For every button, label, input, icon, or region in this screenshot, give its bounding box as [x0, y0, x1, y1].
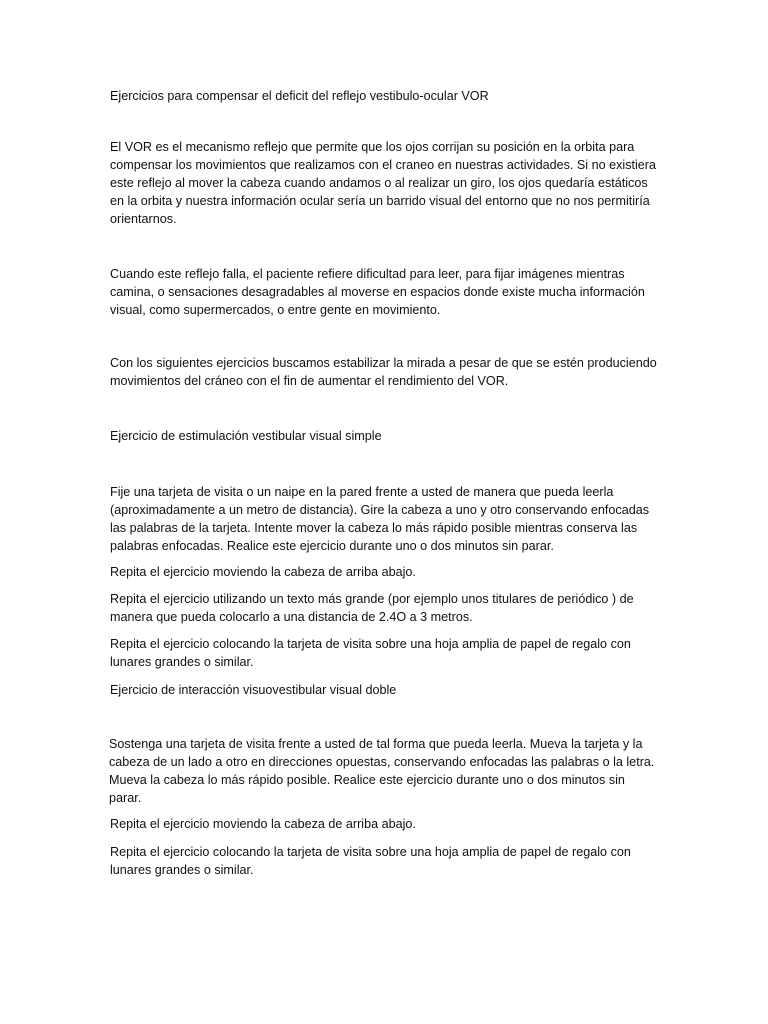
paragraph-double-repeat-vertical: Repita el ejercicio moviendo la cabeza de arriba abajo.	[110, 817, 416, 831]
paragraph-double-repeat-wrapping-paper: Repita el ejercicio colocando la tarjeta de visita sobre una hoja amplia de papel de regalo con lunares grandes o similar.	[110, 845, 631, 877]
paragraph-reflex-failure: Cuando este reflejo falla, el paciente refiere dificultad para leer, para fijar imágenes mientras camina, o sensaciones desagradables al moverse en espacios donde existe mucha información visual, como supermercados, o entre gente en movimiento.	[110, 267, 645, 317]
paragraph-simple-repeat-large-text: Repita el ejercicio utilizando un texto más grande (por ejemplo unos titulares de periódico ) de manera que pueda colocarlo a una distancia de 2.4O a 3 metros.	[110, 592, 634, 624]
section-heading-simple: Ejercicio de estimulación vestibular visual simple	[110, 429, 382, 443]
section-heading-double: Ejercicio de interacción visuovestibular visual doble	[110, 683, 397, 697]
paragraph-simple-repeat-wrapping-paper: Repita el ejercicio colocando la tarjeta de visita sobre una hoja amplia de papel de regalo con lunares grandes o similar.	[110, 637, 631, 669]
paragraph-simple-instructions: Fije una tarjeta de visita o un naipe en la pared frente a usted de manera que pueda leerla (aproximadamente a un metro de distancia). Gire la cabeza a uno y otro conservando enfocadas las palabras de la tarjeta. Intente mover la cabeza lo más rápido posible mientras conserva las palabras enfocadas. Realice este ejercicio durante uno o dos minutos sin parar.	[110, 485, 650, 553]
paragraph-exercise-goal: Con los siguientes ejercicios buscamos estabilizar la mirada a pesar de que se estén produciendo movimientos del cráneo con el fin de aumentar el rendimiento del VOR.	[110, 356, 657, 388]
paragraph-simple-repeat-vertical: Repita el ejercicio moviendo la cabeza de arriba abajo.	[110, 565, 416, 579]
paragraph-vor-definition: El VOR es el mecanismo reflejo que permite que los ojos corrijan su posición en la orbita para compensar los movimientos que realizamos con el craneo en nuestras actividades. Si no existiera este reflejo al mover la cabeza cuando andamos o al realizar un giro, los ojos quedaría estáticos en la orbita y nuestra información ocular sería un barrido visual del entorno que no nos permitiría orientarnos.	[110, 140, 657, 226]
paragraph-double-instructions: Sostenga una tarjeta de visita frente a usted de tal forma que pueda leerla. Mueva la tarjeta y la cabeza de un lado a otro en direcciones opuestas, conservando enfocadas las palabras o la letra. Mueva la cabeza lo más rápido posible. Realice este ejercicio durante uno o dos minutos sin parar.	[109, 737, 655, 805]
document-title: Ejercicios para compensar el deficit del reflejo vestibulo-ocular VOR	[110, 89, 489, 103]
